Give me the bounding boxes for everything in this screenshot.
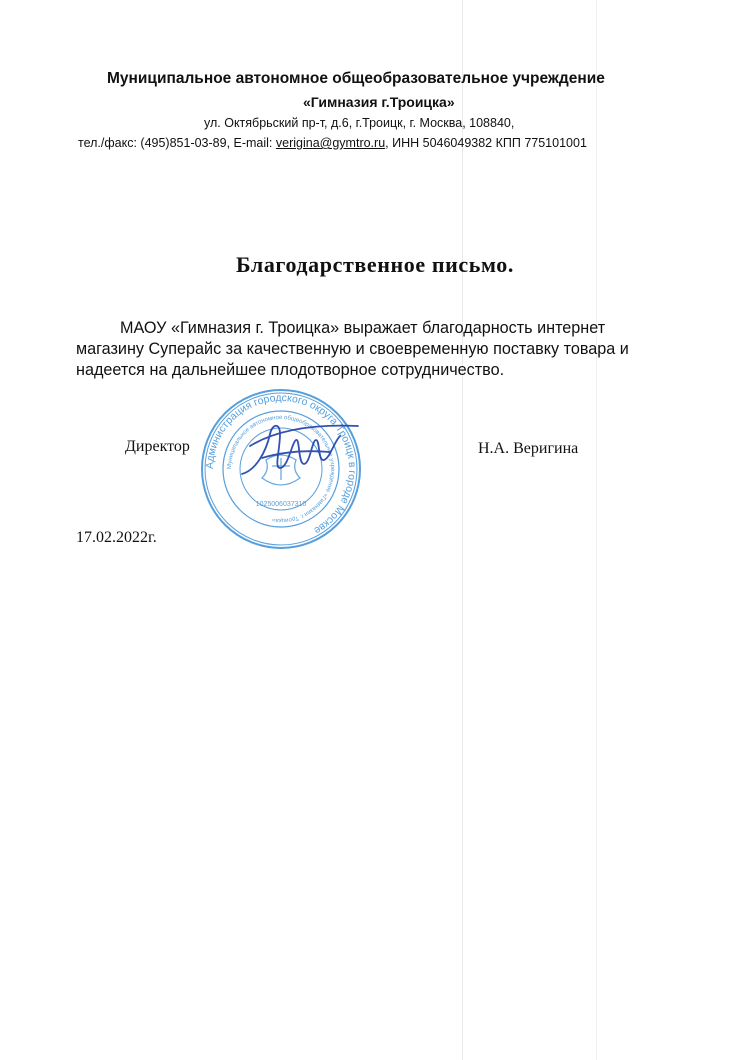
letter-title: Благодарственное письмо.: [236, 252, 514, 277]
school-name: «Гимназия г.Троицка»: [303, 94, 455, 110]
signer-name: Н.А. Веригина: [478, 440, 579, 457]
stamp-number: 1025006037310: [255, 501, 307, 508]
postal-address: ул. Октябрьский пр-т, д.6, г.Троицк, г. Москва, 108840,: [204, 116, 515, 130]
paper-fold-line: [596, 0, 597, 1060]
signer-role: Директор: [125, 438, 190, 455]
tax-ids: , ИНН 5046049382 КПП 775101001: [385, 136, 587, 150]
stamp-outer-text: Администрация городского округа Троицк в городе Москве: [203, 391, 359, 537]
paper-fold-line: [462, 0, 463, 1060]
stamp-inner-text: Муниципальное автономное общеобразовательное учреждение «Гимназия г. Троицка»: [226, 414, 336, 524]
phone-text: тел./факс: (495)851-03-89, E-mail:: [78, 136, 276, 150]
contact-line: [78, 136, 587, 150]
director-signature: [236, 412, 366, 488]
email-link[interactable]: verigina@gymtro.ru: [275, 136, 386, 150]
letter-date: 17.02.2022г.: [76, 529, 157, 546]
organization-name: Муниципальное автономное общеобразовательное учреждение: [107, 70, 605, 87]
letter-body: МАОУ «Гимназия г. Троицка» выражает благодарность интернет магазину Суперайс за качественную и своевременную поставку товара и надеется на дальнейшее плодотворное сотрудничество.: [76, 319, 629, 379]
